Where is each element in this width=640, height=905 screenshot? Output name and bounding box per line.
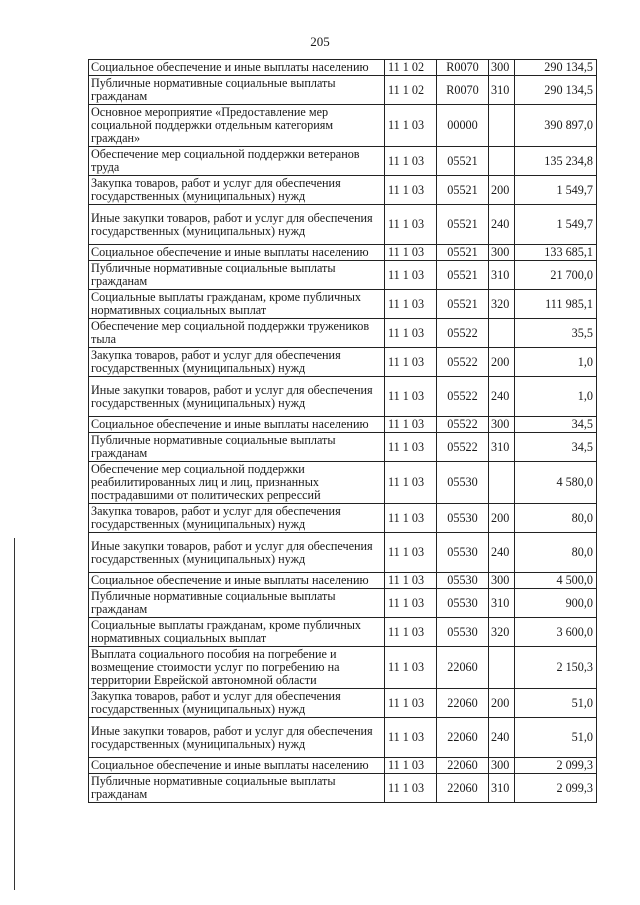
row-expense-type: 310 <box>489 76 515 105</box>
table-row <box>89 348 597 377</box>
row-expense-type <box>489 647 515 689</box>
row-article-code: 22060 <box>437 718 489 758</box>
row-article-code: 05530 <box>437 533 489 573</box>
row-name-cell: Социальное обеспечение и иные выплаты населению <box>89 417 385 433</box>
row-section-code: 11 1 03 <box>385 533 437 573</box>
row-name-cell: Публичные нормативные социальные выплаты гражданам <box>89 589 385 618</box>
row-expense-type: 240 <box>489 377 515 417</box>
row-name-cell: Закупка товаров, работ и услуг для обеспечения государственных (муниципальных) нужд <box>89 689 385 718</box>
row-article-code: 05522 <box>437 377 489 417</box>
row-sum: 2 099,3 <box>515 774 597 803</box>
row-expense-type: 200 <box>489 504 515 533</box>
row-expense-type: 200 <box>489 176 515 205</box>
row-sum: 135 234,8 <box>515 147 597 176</box>
row-article-code: 05521 <box>437 290 489 319</box>
row-article-code: 05530 <box>437 462 489 504</box>
row-section-code: 11 1 03 <box>385 205 437 245</box>
row-expense-type: 320 <box>489 290 515 319</box>
row-expense-type: 310 <box>489 589 515 618</box>
row-sum: 35,5 <box>515 319 597 348</box>
table-row <box>89 573 597 589</box>
row-article-code: 05522 <box>437 417 489 433</box>
table-body <box>89 60 597 803</box>
row-name-cell: Социальные выплаты гражданам, кроме публичных нормативных социальных выплат <box>89 618 385 647</box>
row-section-code: 11 1 03 <box>385 319 437 348</box>
row-section-code: 11 1 03 <box>385 245 437 261</box>
row-section-code: 11 1 03 <box>385 647 437 689</box>
table-row <box>89 176 597 205</box>
row-section-code: 11 1 02 <box>385 76 437 105</box>
table-row <box>89 417 597 433</box>
row-name-cell: Обеспечение мер социальной поддержки реабилитированных лиц и лиц, признанных пострадавшими от политических репрессий <box>89 462 385 504</box>
row-section-code: 11 1 03 <box>385 758 437 774</box>
row-sum: 51,0 <box>515 689 597 718</box>
row-section-code: 11 1 03 <box>385 462 437 504</box>
budget-table <box>88 59 597 803</box>
row-article-code: 05521 <box>437 147 489 176</box>
row-article-code: 22060 <box>437 647 489 689</box>
row-article-code: 05521 <box>437 261 489 290</box>
row-article-code: 22060 <box>437 774 489 803</box>
row-expense-type: 300 <box>489 573 515 589</box>
row-article-code: 05521 <box>437 205 489 245</box>
row-name-cell: Социальное обеспечение и иные выплаты населению <box>89 60 385 76</box>
row-section-code: 11 1 03 <box>385 147 437 176</box>
row-sum: 290 134,5 <box>515 60 597 76</box>
row-name-cell: Публичные нормативные социальные выплаты гражданам <box>89 433 385 462</box>
row-article-code: 00000 <box>437 105 489 147</box>
row-expense-type <box>489 319 515 348</box>
row-name-cell: Социальное обеспечение и иные выплаты населению <box>89 758 385 774</box>
row-article-code: 05522 <box>437 319 489 348</box>
margin-line <box>14 538 15 890</box>
row-expense-type: 300 <box>489 417 515 433</box>
row-article-code: 05530 <box>437 618 489 647</box>
table-row <box>89 589 597 618</box>
row-article-code: 22060 <box>437 758 489 774</box>
row-section-code: 11 1 03 <box>385 290 437 319</box>
row-expense-type: 240 <box>489 533 515 573</box>
row-sum: 51,0 <box>515 718 597 758</box>
row-article-code: 05530 <box>437 504 489 533</box>
table-row <box>89 319 597 348</box>
table-row <box>89 433 597 462</box>
row-expense-type: 300 <box>489 60 515 76</box>
table-row <box>89 290 597 319</box>
row-article-code: 05521 <box>437 176 489 205</box>
row-sum: 900,0 <box>515 589 597 618</box>
row-section-code: 11 1 03 <box>385 348 437 377</box>
row-sum: 290 134,5 <box>515 76 597 105</box>
row-name-cell: Публичные нормативные социальные выплаты гражданам <box>89 76 385 105</box>
row-name-cell: Закупка товаров, работ и услуг для обеспечения государственных (муниципальных) нужд <box>89 176 385 205</box>
row-article-code: 05521 <box>437 245 489 261</box>
row-expense-type: 310 <box>489 774 515 803</box>
table-row <box>89 76 597 105</box>
row-sum: 2 099,3 <box>515 758 597 774</box>
row-section-code: 11 1 02 <box>385 60 437 76</box>
row-section-code: 11 1 03 <box>385 618 437 647</box>
row-sum: 80,0 <box>515 533 597 573</box>
row-sum: 80,0 <box>515 504 597 533</box>
table-row <box>89 205 597 245</box>
row-section-code: 11 1 03 <box>385 774 437 803</box>
row-article-code: R0070 <box>437 76 489 105</box>
table-row <box>89 245 597 261</box>
row-section-code: 11 1 03 <box>385 589 437 618</box>
row-name-cell: Публичные нормативные социальные выплаты гражданам <box>89 774 385 803</box>
row-name-cell: Иные закупки товаров, работ и услуг для обеспечения государственных (муниципальных) нужд <box>89 718 385 758</box>
row-expense-type: 200 <box>489 689 515 718</box>
row-sum: 133 685,1 <box>515 245 597 261</box>
row-expense-type <box>489 462 515 504</box>
row-article-code: R0070 <box>437 60 489 76</box>
table-row <box>89 758 597 774</box>
row-section-code: 11 1 03 <box>385 417 437 433</box>
row-sum: 34,5 <box>515 417 597 433</box>
row-article-code: 05522 <box>437 348 489 377</box>
row-sum: 2 150,3 <box>515 647 597 689</box>
row-name-cell: Основное мероприятие «Предоставление мер социальной поддержки отдельным категориям граждан» <box>89 105 385 147</box>
row-article-code: 05530 <box>437 589 489 618</box>
row-article-code: 22060 <box>437 689 489 718</box>
row-expense-type: 310 <box>489 261 515 290</box>
row-name-cell: Обеспечение мер социальной поддержки тружеников тыла <box>89 319 385 348</box>
row-name-cell: Обеспечение мер социальной поддержки ветеранов труда <box>89 147 385 176</box>
table-row <box>89 774 597 803</box>
row-section-code: 11 1 03 <box>385 504 437 533</box>
row-sum: 111 985,1 <box>515 290 597 319</box>
row-section-code: 11 1 03 <box>385 105 437 147</box>
row-section-code: 11 1 03 <box>385 718 437 758</box>
table-row <box>89 147 597 176</box>
table-row <box>89 504 597 533</box>
table-row <box>89 377 597 417</box>
row-expense-type: 300 <box>489 245 515 261</box>
row-expense-type <box>489 105 515 147</box>
row-section-code: 11 1 03 <box>385 176 437 205</box>
row-expense-type: 200 <box>489 348 515 377</box>
row-sum: 1,0 <box>515 348 597 377</box>
row-expense-type: 300 <box>489 758 515 774</box>
table-row <box>89 618 597 647</box>
row-sum: 1 549,7 <box>515 205 597 245</box>
table-row <box>89 462 597 504</box>
row-section-code: 11 1 03 <box>385 689 437 718</box>
table-row <box>89 718 597 758</box>
row-name-cell: Закупка товаров, работ и услуг для обеспечения государственных (муниципальных) нужд <box>89 504 385 533</box>
table-row <box>89 261 597 290</box>
row-section-code: 11 1 03 <box>385 261 437 290</box>
row-article-code: 05522 <box>437 433 489 462</box>
row-name-cell: Публичные нормативные социальные выплаты гражданам <box>89 261 385 290</box>
row-expense-type: 320 <box>489 618 515 647</box>
row-name-cell: Закупка товаров, работ и услуг для обеспечения государственных (муниципальных) нужд <box>89 348 385 377</box>
row-section-code: 11 1 03 <box>385 433 437 462</box>
table-row <box>89 647 597 689</box>
row-section-code: 11 1 03 <box>385 377 437 417</box>
row-article-code: 05530 <box>437 573 489 589</box>
row-name-cell: Выплата социального пособия на погребение и возмещение стоимости услуг по погребению на территории Еврейской автономной области <box>89 647 385 689</box>
row-sum: 34,5 <box>515 433 597 462</box>
row-name-cell: Социальное обеспечение и иные выплаты населению <box>89 573 385 589</box>
row-expense-type: 310 <box>489 433 515 462</box>
row-name-cell: Иные закупки товаров, работ и услуг для обеспечения государственных (муниципальных) нужд <box>89 533 385 573</box>
page-number: 205 <box>310 34 330 49</box>
table-row <box>89 105 597 147</box>
row-name-cell: Социальные выплаты гражданам, кроме публичных нормативных социальных выплат <box>89 290 385 319</box>
row-sum: 1 549,7 <box>515 176 597 205</box>
table-row <box>89 689 597 718</box>
row-sum: 3 600,0 <box>515 618 597 647</box>
row-expense-type <box>489 147 515 176</box>
row-sum: 4 580,0 <box>515 462 597 504</box>
row-sum: 1,0 <box>515 377 597 417</box>
row-sum: 4 500,0 <box>515 573 597 589</box>
row-sum: 21 700,0 <box>515 261 597 290</box>
row-section-code: 11 1 03 <box>385 573 437 589</box>
row-name-cell: Иные закупки товаров, работ и услуг для обеспечения государственных (муниципальных) нужд <box>89 205 385 245</box>
table-row <box>89 533 597 573</box>
row-name-cell: Социальное обеспечение и иные выплаты населению <box>89 245 385 261</box>
row-expense-type: 240 <box>489 205 515 245</box>
table-row <box>89 60 597 76</box>
row-expense-type: 240 <box>489 718 515 758</box>
row-sum: 390 897,0 <box>515 105 597 147</box>
row-name-cell: Иные закупки товаров, работ и услуг для обеспечения государственных (муниципальных) нужд <box>89 377 385 417</box>
